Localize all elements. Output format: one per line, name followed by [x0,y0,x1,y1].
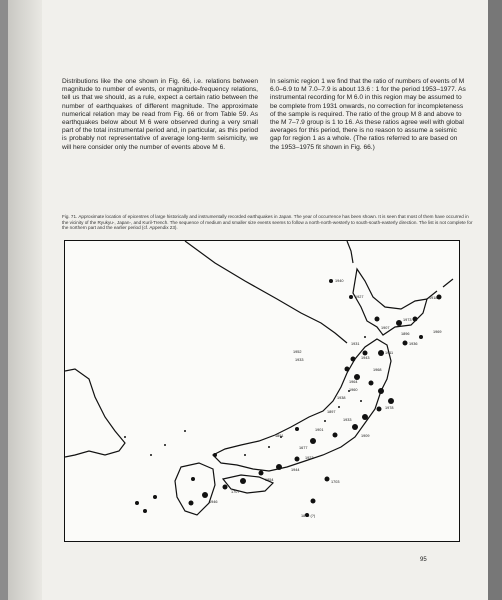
year-label: 1943 [361,356,370,360]
epicentre-dot [363,351,368,356]
epicentre-dot [295,457,300,462]
year-label: 1964 [349,380,358,384]
epicentre-small-dot [338,406,340,408]
book-page [8,0,488,600]
year-label: 1952 [293,350,302,354]
epicentre-dot [213,453,217,457]
year-label: 1933 [295,358,304,362]
epicentre-dot [351,357,356,362]
year-label: 1703 [331,480,340,484]
map-svg [65,241,459,541]
facing-page-edge [488,0,502,600]
epicentre-dot [310,438,316,444]
figure-caption: Fig. 71. Approximate location of epicentres of large historically and instrumentally recorded earthquakes in Japan. The year of occurrence has been shown. It is seen that most of them have occurred in the vicinity of the Ryukyu-, Japan-, and Kuril-Trench. The sequence of medium and smaller size events seems to follow a north-north-westerly to south-south-easterly direction. The list is not complete for the northern part and the earlier period (cf. Appendix 23). [62,214,473,231]
epicentre-small-dot [164,444,166,446]
epicentre-dot [345,367,350,372]
epicentre-dot [403,341,408,346]
year-label: 1940 [335,279,344,283]
year-label: 1933 [343,418,352,422]
epicentre-dot [259,471,264,476]
epicentre-dot [325,477,330,482]
epicentre-dot [375,317,380,322]
epicentre-dot [362,414,368,420]
epicentre-dot [377,407,382,412]
epicentre-small-dot [360,400,362,402]
epicentre-dot [295,427,299,431]
year-label: 1969 [433,330,442,334]
epicentre-small-dot [268,446,270,448]
epicentre-dot [143,509,147,513]
korea-outline [65,369,125,457]
epicentre-dot [413,317,418,322]
year-label: 1897 [327,410,336,414]
kyushu-outline [175,463,218,515]
year-label: 1936 [409,342,418,346]
epicentre-dot [333,433,338,438]
epicentre-markers [124,279,442,517]
epicentre-dot [223,485,228,490]
epicentre-dot [135,501,139,505]
epicentre-dot [189,501,194,506]
epicentre-small-dot [184,430,186,432]
right-text-column: In seismic region 1 we find that the ratio of numbers of events of M 6.0–6.9 to M 7.0–7.9 is about 13.6 : 1 for the period 1953–1977. As instrumental recording for M 6.0 in this region may be assumed to be complete from 1931 onwards, no correction for incompleteness of the sample is required. The ratio of the group M 8 and above to the M 7–7.9 group is 1 to 16. As these ratios agree well with global averages for this period, there is no reason to assume a seismic gap for region 1 as a whole. (The ratios referred to are based on the 1953–1975 fit shown in Fig. 66.) [270,78,466,151]
epicentre-dot [369,381,374,386]
year-label: 1968 [373,368,382,372]
year-label: 1938 [337,396,346,400]
epicentre-dot [191,477,195,481]
year-label: 1978 [385,406,394,410]
page-number: 95 [420,557,427,563]
epicentre-dot [352,424,358,430]
epicentre-small-dot [364,336,366,338]
year-label: 1923 [305,456,314,460]
year-label: 1911 [385,351,394,355]
epicentre-dot [240,478,246,484]
epicentre-small-dot [150,454,152,456]
year-label: 1918 [429,296,438,300]
mainland-coast [185,241,347,343]
year-label: 1944 [291,468,300,472]
year-label: 1946 [209,500,218,504]
year-label: 1707 [231,490,240,494]
japan-epicentre-map [64,240,460,542]
year-label: 1901 [315,428,324,432]
page-gutter [8,0,42,600]
epicentre-dot [378,350,384,356]
epicentre-dot [153,495,157,499]
year-label: 1896 [401,332,410,336]
epicentre-dot [419,335,423,339]
epicentre-dot [276,464,282,470]
epicentre-small-dot [124,436,126,438]
year-label: 1960 [349,388,358,392]
hokkaido-outline [353,269,427,335]
year-label: 1909 [361,434,370,438]
year-label: 1872 (?) [301,514,316,518]
year-label: 1677 [299,446,308,450]
year-label: 1907 [381,326,390,330]
epicentre-small-dot [244,454,246,456]
sakhalin-outline [347,241,353,263]
year-label: 1973 [403,318,412,322]
left-text-column: Distributions like the one shown in Fig. 66, i.e. relations between magnitude to number of events, or magnitude-frequency relations, tell us that we should, as a rule, expect a certain ratio between the number of earthquakes of different magnitude. The approximate numerical relation may be read from Fig. 66 or from Table 59. As earthquakes below about M 6 were observed during a very small part of the total instrumental period and, in particular, as this period is probably not representative of average long-term seismicity, we will here consider only the number of events above M 6. [62,78,258,151]
epicentre-dot [329,279,333,283]
epicentre-dot [378,388,384,394]
year-label: 1927 [355,295,364,299]
epicentre-dot [311,499,316,504]
epicentre-dot [388,398,394,404]
epicentre-dot [349,295,353,299]
epicentre-dot [202,492,208,498]
epicentre-small-dot [324,420,326,422]
year-label: 1854 [265,478,274,482]
year-label: 1891 [275,434,284,438]
year-label: 1931 [351,342,360,346]
epicentre-dot [396,320,402,326]
